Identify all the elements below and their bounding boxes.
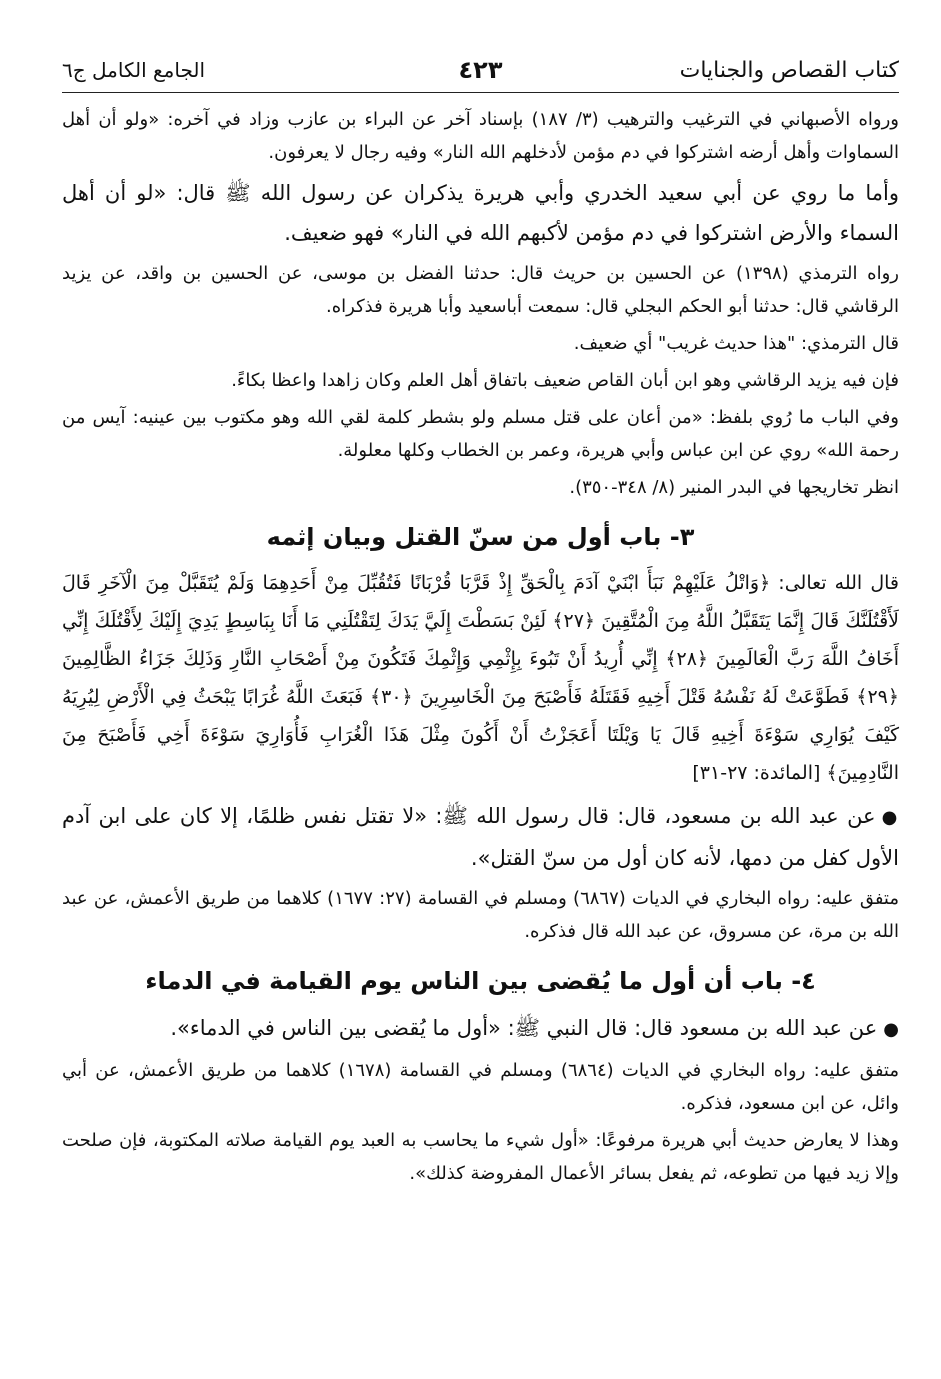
quran-passage: قال الله تعالى: ﴿وَاتْلُ عَلَيْهِمْ نَبَأَ ابْنَيْ آدَمَ بِالْحَقِّ إِذْ قَرَّبَا قُرْبَانًا فَتُقُبِّلَ مِنْ أَحَدِهِمَا وَلَمْ يُتَقَبَّلْ مِنَ الْآخَرِ قَالَ لَأَقْتُلَنَّكَ قَالَ إِنَّمَا يَتَقَبَّلُ اللَّهُ مِنَ الْمُتَّقِينَ ﴿٢٧﴾ لَئِنْ بَسَطْتَ إِلَيَّ يَدَكَ لِتَقْتُلَنِي مَا أَنَا بِبَاسِطٍ يَدِيَ إِلَيْكَ لِأَقْتُلَكَ إِنِّي أَخَافُ اللَّهَ رَبَّ الْعَالَمِينَ ﴿٢٨﴾ إِنِّي أُرِيدُ أَنْ تَبُوءَ بِإِثْمِي وَإِثْمِكَ فَتَكُونَ مِنْ أَصْحَابِ النَّارِ وَذَلِكَ جَزَاءُ الظَّالِمِينَ ﴿٢٩﴾ فَطَوَّعَتْ لَهُ نَفْسُهُ قَتْلَ أَخِيهِ فَقَتَلَهُ فَأَصْبَحَ مِنَ الْخَاسِرِينَ ﴿٣٠﴾ فَبَعَثَ اللَّهُ غُرَابًا يَبْحَثُ فِي الْأَرْضِ لِيُرِيَهُ كَيْفَ يُوَارِي سَوْءَةَ أَخِيهِ قَالَ يَا وَيْلَتَا أَعَجَزْتُ أَنْ أَكُونَ مِثْلَ هَذَا الْغُرَابِ فَأُوَارِيَ سَوْءَةَ أَخِي فَأَصْبَحَ مِنَ النَّادِمِينَ﴾ [المائدة: ٢٧-٣١] [62, 572, 899, 784]
paragraph: فإن فيه يزيد الرقاشي وهو ابن أبان القاص ضعيف باتفاق أهل العلم وكان زاهدا واعظا بكاءً. [231, 370, 899, 391]
running-header [62, 40, 899, 93]
bullet-icon: ● [881, 807, 899, 828]
hadith-body: عن عبد الله بن مسعود، قال: قال رسول الله ﷺ: «لا تقتل نفس ظلمًا، إلا كان على ابن آدم الأول كفل من دمها، لأنه كان أول من سنّ القتل». [62, 804, 899, 870]
bullet-icon: ● [883, 1019, 899, 1040]
commentary-note: وهذا لا يعارض حديث أبي هريرة مرفوعًا: «أول شيء ما يحاسب به العبد يوم القيامة صلاته المكتوبة، فإن صلحت وإلا زيد فيها من تطوعه، ثم يفعل بسائر الأعمال المفروضة كذلك». [62, 1130, 899, 1184]
paragraph: وأما ما روي عن أبي سعيد الخدري وأبي هريرة يذكران عن رسول الله ﷺ قال: «لو أن أهل السماء والأرض اشتركوا في دم مؤمن لأكبهم الله في النار» فهو ضعيف. [62, 181, 899, 245]
paragraph: قال الترمذي: "هذا حديث غريب" أي ضعيف. [573, 333, 899, 354]
takhrij-note: متفق عليه: رواه البخاري في الديات (٦٨٦٧) ومسلم في القسامة (٢٧: ١٦٧٧) كلاهما من طريق الأعمش، عن عبد الله بن مرة، عن مسروق، عن عبد الله قال فذكره. [62, 888, 900, 942]
page-content [62, 93, 899, 1190]
section-4-title: ٤- باب أن أول ما يُقضى بين الناس يوم القيامة في الدماء [145, 967, 816, 995]
paragraph: وفي الباب ما رُوي بلفظ: «من أعان على قتل مسلم ولو بشطر كلمة لقي الله وهو مكتوب بين عينيه: آيس من رحمة الله» روي عن ابن عباس وأبي هريرة، وعمر بن الخطاب وكلها معلولة. [62, 407, 899, 461]
page-number: ٤٢٣ [458, 56, 503, 84]
paragraph: انظر تخاريجها في البدر المنير (٨/ ٣٤٨-٣٥٠). [569, 477, 899, 498]
hadith-body: عن عبد الله بن مسعود قال: قال النبي ﷺ: «أول ما يُقضى بين الناس في الدماء». [170, 1016, 878, 1040]
takhrij-note: متفق عليه: رواه البخاري في الديات (٦٨٦٤) ومسلم في القسامة (١٦٧٨) كلاهما من طريق الأعمش، عن أبي وائل، عن ابن مسعود، فذكره. [62, 1060, 899, 1114]
paragraph: ورواه الأصبهاني في الترغيب والترهيب (٣/ ١٨٧) بإسناد آخر عن البراء بن عازب وزاد في آخره: «ولو أن أهل السماوات وأهل أرضه اشتركوا في دم مؤمن لأدخلهم الله النار» وفيه رجال لا يعرفون. [62, 109, 900, 163]
book-page [62, 40, 899, 1194]
header-book-section: كتاب القصاص والجنايات [679, 58, 899, 83]
section-3-title: ٣- باب أول من سنّ القتل وبيان إثمه [266, 523, 695, 551]
paragraph: رواه الترمذي (١٣٩٨) عن الحسين بن حريث قال: حدثنا الفضل بن موسى، عن الحسين بن واقد، عن يزيد الرقاشي قال: حدثنا أبو الحكم البجلي قال: سمعت أباسعيد وأبا هريرة فذكراه. [62, 263, 899, 317]
header-volume: الجامع الكامل ج٦ [62, 58, 206, 82]
hadith-text [62, 796, 899, 878]
hadith-text [62, 1008, 899, 1050]
